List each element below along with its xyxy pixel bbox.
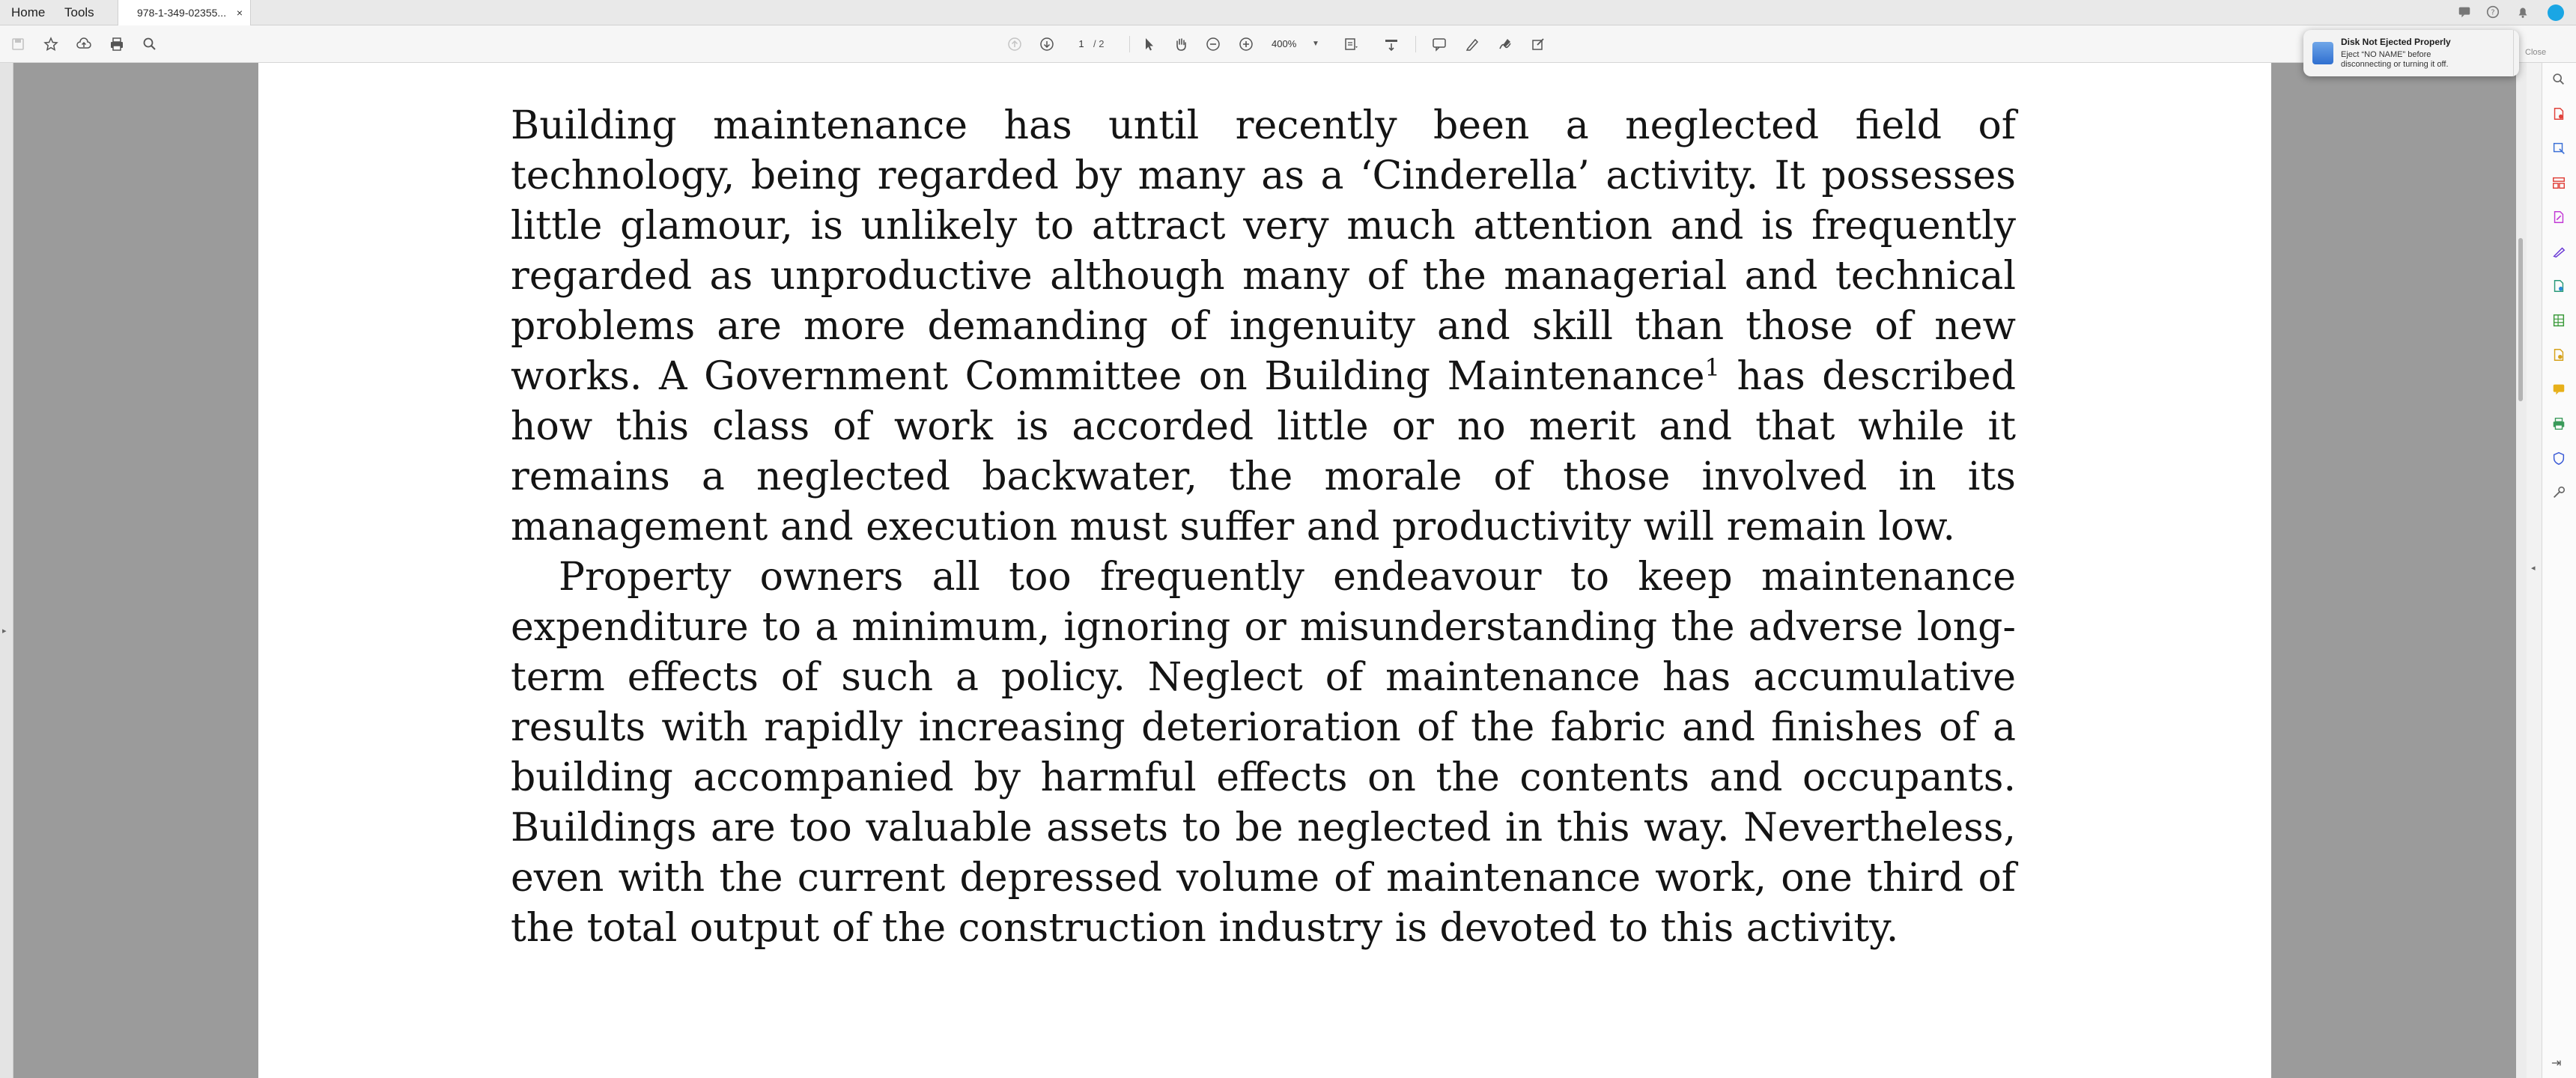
toolbar-divider (1415, 36, 1416, 52)
zoom-dropdown-caret-icon[interactable]: ▼ (1312, 40, 1319, 48)
comment-tool-icon[interactable] (1430, 35, 1448, 53)
organize-pages-icon[interactable] (2550, 175, 2568, 193)
tab-bar (0, 0, 2576, 25)
toolbar-divider (1129, 36, 1130, 52)
document-text (511, 101, 2016, 954)
document-page (258, 63, 2271, 1078)
send-for-review-icon[interactable] (2550, 278, 2568, 296)
svg-text:?: ? (2491, 8, 2495, 17)
share-document-icon[interactable] (2550, 347, 2568, 365)
page-total: / 2 (1093, 38, 1105, 49)
page-fit-icon[interactable] (1342, 35, 1360, 53)
more-tools-icon[interactable] (2550, 485, 2568, 503)
zoom-out-icon[interactable] (1204, 35, 1222, 53)
save-icon[interactable] (9, 35, 27, 53)
vertical-scrollbar[interactable] (2516, 63, 2527, 1078)
scroll-mode-icon[interactable] (1382, 35, 1400, 53)
notification-body: Eject “NO NAME” before disconnecting or turning it off. (2341, 50, 2449, 69)
tab-tools[interactable]: Tools (64, 5, 94, 19)
collapse-tools-panel-icon[interactable]: ⇥ (2551, 1057, 2562, 1070)
bookmark-star-icon[interactable] (42, 35, 60, 53)
tools-panel (2542, 63, 2576, 1078)
edit-pdf-icon[interactable] (2550, 210, 2568, 228)
export-pdf-icon[interactable] (2550, 141, 2568, 159)
paragraph-1: Building maintenance has until recently been a neglected field of technology, being regarded by many as a ‘Cinderella’ activity. It possesses little glamour, is unlikely to attract very much attention and is frequently regarded as unproductive although many of the managerial and technical problems are more demanding of ingenuity and skill than those of new works. A Government Committee on Building Maintenance$^1$ has described how this class of work is accorded little or no merit and that while it remains a neglected backwater, the morale of those involved in its management and execution must suffer and productivity will remain low. (511, 103, 2016, 549)
footnote-reference[interactable]: 1 (1704, 353, 1720, 382)
export-spreadsheet-icon[interactable] (2550, 313, 2568, 331)
paragraph-2: Property owners all too frequently endeavour to keep maintenance expenditure to a minimum, ignoring or misunderstanding the adverse long-term effects of such a policy. Neglect of maintenance has accumulative results with rapidly increasing deterioration of the fabric and finishes of a building accompanied by harmful effects on the contents and occupants. Buildings are too valuable assets to be neglected in this way. Nevertheless, even with the current depressed volume of maintenance work, one third of the total output of the construction industry is devoted to this activity. (511, 555, 2016, 951)
print-icon[interactable] (108, 35, 126, 53)
search-tool-icon[interactable] (2550, 72, 2568, 90)
select-cursor-icon[interactable] (1140, 35, 1158, 53)
system-notification (2303, 30, 2519, 76)
collapse-right-pane-icon[interactable]: ◂ (2531, 564, 2536, 573)
fill-and-sign-icon[interactable] (1529, 35, 1547, 53)
notification-divider (2513, 30, 2514, 76)
left-navigation-rail (0, 63, 13, 1078)
zoom-in-icon[interactable] (1237, 35, 1255, 53)
sign-icon[interactable] (1496, 35, 1514, 53)
page-number-input[interactable]: 1 (1078, 38, 1084, 49)
notification-title: Disk Not Ejected Properly (2341, 37, 2451, 47)
scrollbar-thumb[interactable] (2518, 238, 2523, 401)
tab-document[interactable] (118, 0, 251, 25)
hand-tool-icon[interactable] (1172, 35, 1190, 53)
toolbar (0, 25, 2576, 63)
notification-close-button[interactable]: Close (2525, 48, 2547, 57)
comment-panel-icon[interactable] (2550, 382, 2568, 400)
print-production-icon[interactable] (2550, 416, 2568, 434)
protect-shield-icon[interactable] (2550, 451, 2568, 469)
close-tab-icon[interactable]: × (236, 7, 243, 19)
tab-home[interactable]: Home (11, 5, 46, 19)
fill-sign-tool-icon[interactable] (2550, 244, 2568, 262)
disk-icon (2312, 42, 2333, 64)
expand-left-pane-icon[interactable]: ▸ (2, 627, 7, 636)
pen-highlight-icon[interactable] (1463, 35, 1481, 53)
next-page-icon[interactable] (1038, 35, 1056, 53)
previous-page-icon[interactable] (1006, 35, 1024, 53)
zoom-level-input[interactable]: 400% (1272, 38, 1297, 49)
document-tab-label: 978-1-349-02355... (137, 7, 227, 19)
bell-icon[interactable] (2515, 4, 2531, 21)
comment-icon[interactable] (2456, 4, 2473, 21)
help-icon[interactable] (2485, 4, 2501, 21)
search-icon[interactable] (141, 35, 159, 53)
upload-cloud-icon[interactable] (75, 35, 93, 53)
avatar[interactable] (2548, 4, 2564, 21)
create-pdf-icon[interactable] (2550, 106, 2568, 124)
